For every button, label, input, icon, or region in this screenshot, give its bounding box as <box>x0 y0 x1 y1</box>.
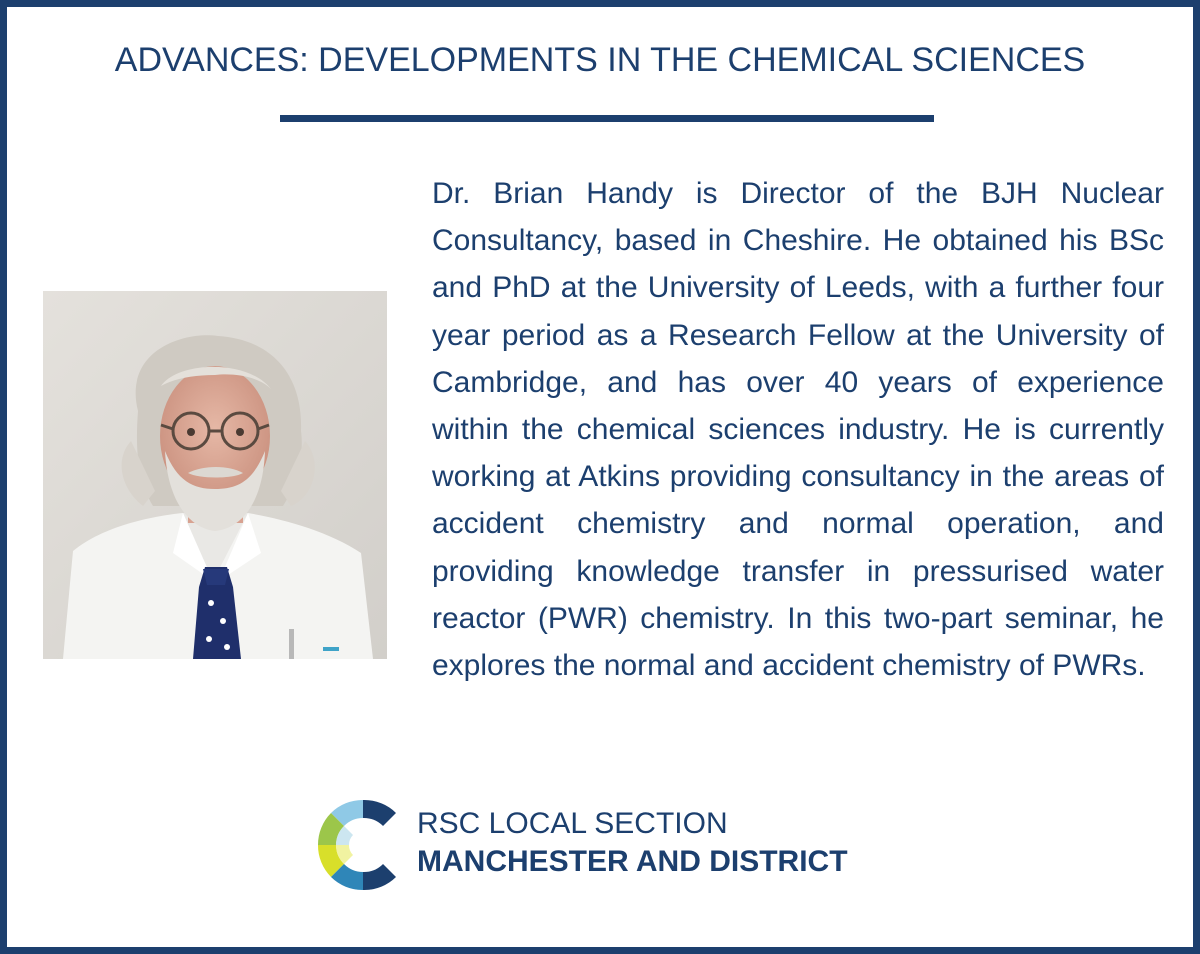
poster-title: ADVANCES: DEVELOPMENTS IN THE CHEMICAL SCIENCES <box>114 41 1086 79</box>
logo-line-1: RSC LOCAL SECTION <box>417 807 728 840</box>
speaker-bio: Dr. Brian Handy is Director of the BJH Nuclear Consultancy, based in Cheshire. He obtained his BSc and PhD at the University of Leeds, with a further four year period as a Research Fellow at the University of Cambridge, and has over 40 years of experience within the chemical sciences industry. He is currently working at Atkins providing consultancy in the areas of accident chemistry and normal operation, and providing knowledge transfer in pressurised water reactor (PWR) chemistry. In this two-part seminar, he explores the normal and accident chemistry of PWRs. <box>432 177 1164 683</box>
rsc-logo-icon <box>313 795 413 895</box>
speaker-portrait-image <box>43 291 387 659</box>
speaker-photo <box>43 291 387 659</box>
title-divider <box>280 115 934 122</box>
logo-line-2: MANCHESTER AND DISTRICT <box>417 845 848 878</box>
